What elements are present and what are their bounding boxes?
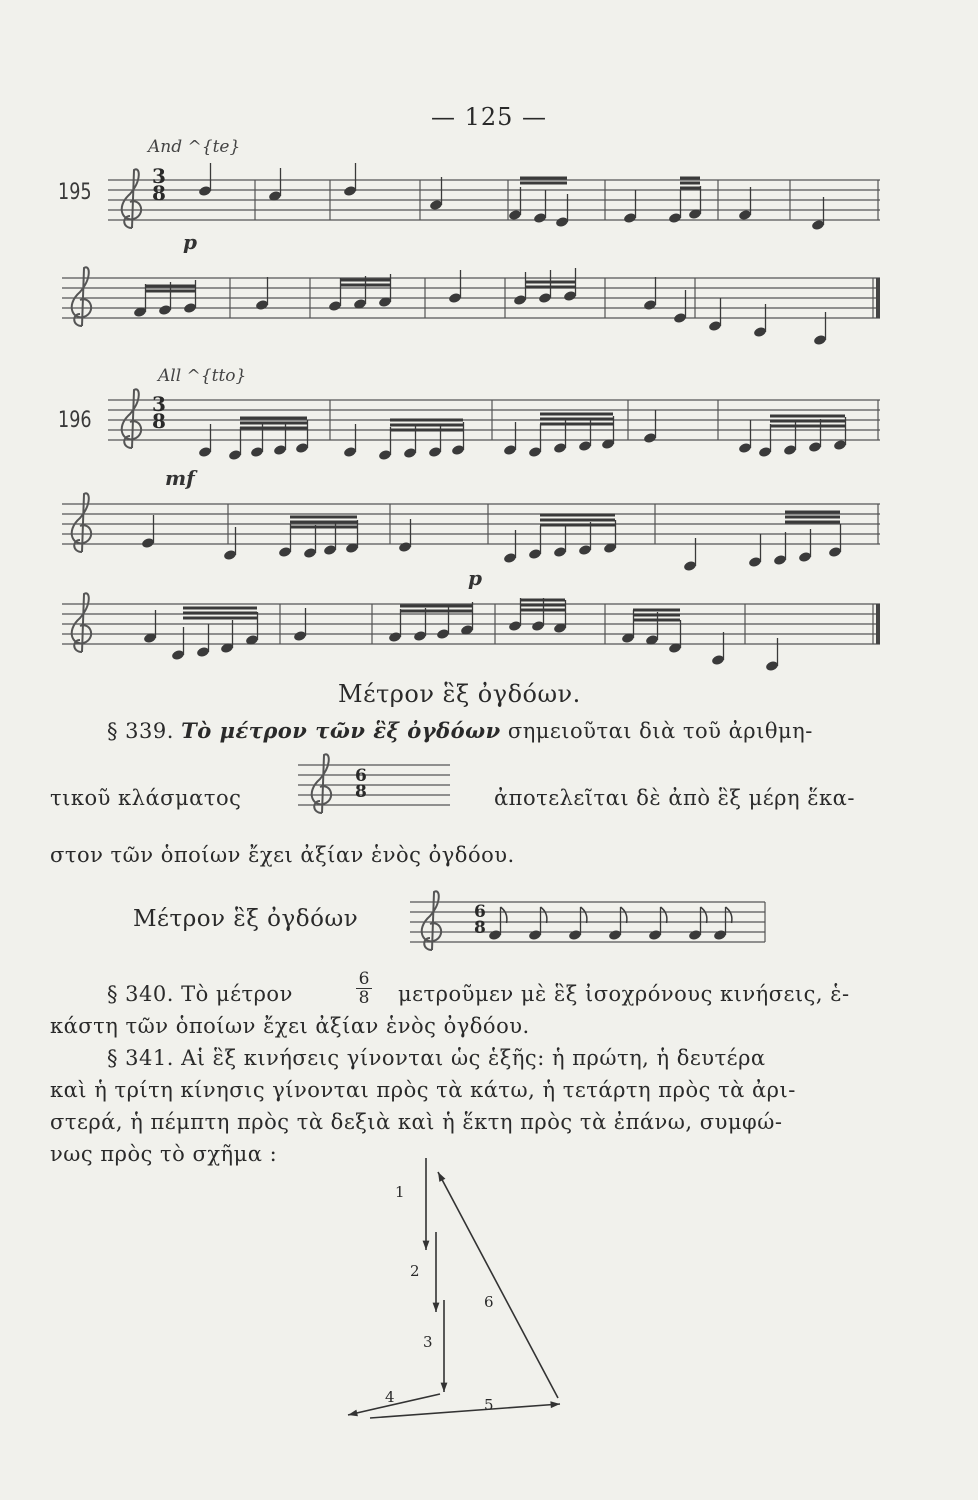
note-flag <box>661 907 667 923</box>
fraction-numerator: 6 <box>358 969 370 989</box>
meter-example-time-signature <box>474 904 486 936</box>
figure-label-1: 1 <box>395 1183 405 1201</box>
tempo-marking-allegretto: All ^{tto} <box>158 366 247 386</box>
time-sig-bottom: 8 <box>152 181 166 205</box>
arrow-3-head <box>441 1383 448 1392</box>
section-title: Μέτρον ἓξ ὀγδόων. <box>338 680 581 708</box>
note-flag <box>726 907 732 923</box>
arrow-5 <box>370 1404 560 1418</box>
page-number: — 125 — <box>430 103 548 131</box>
emphasis-text: Τὸ μέτρον τῶν ἓξ ὀγδόων <box>181 718 501 743</box>
para-341-line-2: καὶ ἡ τρίτη κίνησις γίνονται πρὸς τὰ κάτω, ἡ τετάρτη πρὸς τὰ ἀρι- <box>50 1078 796 1102</box>
example-number-195: 195 <box>58 180 92 205</box>
time-sig-top: 6 <box>474 902 486 922</box>
arrow-6 <box>438 1172 558 1398</box>
figure-label-4: 4 <box>385 1388 395 1406</box>
note-flag <box>701 907 707 923</box>
time-sig-bottom: 8 <box>152 409 166 433</box>
figure-label-2: 2 <box>410 1262 420 1280</box>
example-number-196: 196 <box>58 408 92 433</box>
note-flag <box>581 907 587 923</box>
treble-clef-icon <box>72 267 91 326</box>
final-barline <box>876 604 880 644</box>
para-341-line-1: § 341. Αἱ ἓξ κινήσεις γίνονται ὡς ἑξῆς: ἡ πρώτη, ἡ δευτέρα <box>107 1046 766 1070</box>
time-signature-196 <box>152 392 166 433</box>
dynamic-mezzo-forte: mf <box>165 466 195 490</box>
inline-fraction <box>356 970 372 1007</box>
note-flag <box>501 907 507 923</box>
treble-clef-icon <box>72 593 91 652</box>
arrow-1-head <box>423 1241 430 1250</box>
arrow-2-head <box>433 1303 440 1312</box>
treble-clef-icon <box>122 169 141 228</box>
arrow-6-head <box>438 1172 445 1182</box>
fraction-denominator: 8 <box>358 988 370 1008</box>
figure-label-6: 6 <box>484 1293 494 1311</box>
figure-label-5: 5 <box>484 1396 494 1414</box>
note-flag <box>541 907 547 923</box>
time-sig-top: 6 <box>355 766 367 786</box>
time-sig-top: 3 <box>152 164 166 188</box>
inline-time-signature <box>355 768 367 800</box>
time-sig-bottom: 8 <box>474 918 486 938</box>
treble-clef-icon <box>422 891 441 950</box>
para-340-line-1b: μετροῦμεν μὲ ἓξ ἰσοχρόνους κινήσεις, ἑ- <box>398 982 850 1006</box>
para-339-line-2-left: τικοῦ κλάσματος <box>50 786 242 810</box>
para-339-line-3: στον τῶν ὁποίων ἔχει ἀξίαν ἑνὸς ὀγδόου. <box>50 843 515 867</box>
tempo-marking-andante: And ^{te} <box>148 137 241 157</box>
dynamic-piano: p <box>183 230 197 254</box>
dynamic-piano-2: p <box>468 566 482 590</box>
para-text: σημειοῦται διὰ τοῦ ἀριθμη- <box>507 719 813 743</box>
time-signature-195 <box>152 164 166 205</box>
para-339-line-1 <box>107 718 813 743</box>
note-flag <box>621 907 627 923</box>
meter-example-label: Μέτρον ἓξ ὀγδόων <box>133 906 359 932</box>
para-340-line-1a: § 340. Τὸ μέτρον <box>107 982 293 1006</box>
para-340-line-2: κάστη τῶν ὁποίων ἔχει ἀξίαν ἑνὸς ὀγδόου. <box>50 1014 530 1038</box>
figure-label-3: 3 <box>423 1333 433 1351</box>
treble-clef-icon <box>312 754 331 813</box>
time-sig-top: 3 <box>152 392 166 416</box>
treble-clef-icon <box>122 389 141 448</box>
treble-clef-icon <box>72 493 91 552</box>
para-341-line-4: νως πρὸς τὸ σχῆμα : <box>50 1142 278 1166</box>
para-341-line-3: στερά, ἡ πέμπτη πρὸς τὰ δεξιὰ καὶ ἡ ἕκτη πρὸς τὰ ἐπάνω, συμφώ- <box>50 1110 783 1134</box>
final-barline <box>876 278 880 318</box>
para-339-line-2-right: ἀποτελεῖται δὲ ἀπὸ ἓξ μέρη ἕκα- <box>494 786 855 810</box>
time-sig-bottom: 8 <box>355 782 367 802</box>
para-label: § 339. <box>107 719 174 743</box>
